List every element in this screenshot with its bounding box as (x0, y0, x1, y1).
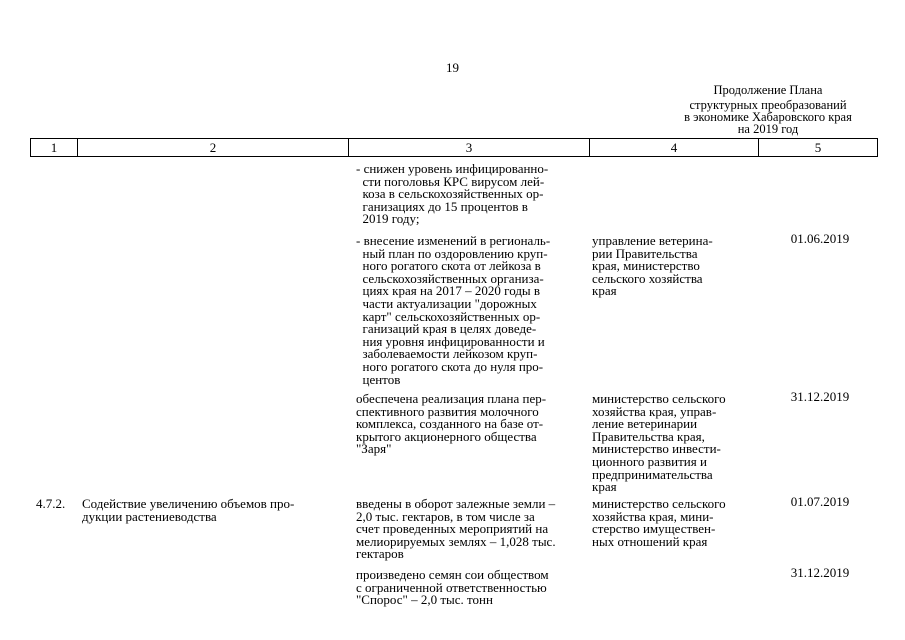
row-5-result: произведено семян сои обществом с ограниченной ответственностью "Спорос" – 2,0 тыс. тонн (356, 567, 549, 608)
row-4-deadline: 01.07.2019 (790, 494, 850, 509)
row-3-deadline: 31.12.2019 (790, 389, 850, 404)
row-4-responsible: министерство сельского хозяйства края, мини- стерство имуществен- ных отношений края (592, 496, 726, 549)
header-col-1: 1 (31, 139, 78, 157)
row-4-result: введены в оборот залежные земли – 2,0 тыс. гектаров, в том числе за счет проведенных мероприятий на мелиорируемых землях – 1,028 тыс. гектаров (356, 496, 556, 562)
row-2-responsible: управление ветерина- рии Правительства края, министерство сельского хозяйства края (592, 233, 713, 299)
continuation-line-2: структурных преобразований (689, 98, 847, 112)
continuation-line-3: в экономике Хабаровского края (684, 110, 852, 124)
row-3-responsible: министерство сельского хозяйства края, управ- ление ветеринарии Правительства края, министерство инвести- ционного развития и предпринимательства края (592, 391, 726, 495)
row-4-number: 4.7.2. (36, 496, 66, 511)
continuation-line-4: на 2019 год (737, 122, 799, 136)
header-col-5: 5 (759, 139, 878, 157)
row-5-deadline: 31.12.2019 (790, 565, 850, 580)
page-number: 19 (446, 60, 459, 75)
column-number-header (30, 138, 878, 157)
continuation-heading (628, 84, 905, 135)
row-3-result: обеспечена реализация плана пер- спективного развития молочного комплекса, созданного на базе от- крытого акционерного общества "Заря" (356, 391, 547, 457)
header-col-3: 3 (349, 139, 590, 157)
row-4-measure: Содействие увеличению объемов про- дукции растениеводства (82, 496, 295, 524)
row-2-result: - внесение изменений в региональ- ный план по оздоровлению круп- ного рогатого скота от лейкоза в сельскохозяйственных организа- циях края на 2017 – 2020 годы в части актуализации "дорожных карт" сельскохозяйственных ор- ганизаций края в целях доведе- ния уровня инфицированности и заболеваемости лейкозом круп- ного рогатого скота до нуля про- центов (356, 233, 551, 387)
header-col-2: 2 (78, 139, 349, 157)
header-col-4: 4 (590, 139, 759, 157)
row-2-deadline: 01.06.2019 (790, 231, 850, 246)
continuation-line-1: Продолжение Плана (713, 83, 823, 97)
row-1-result: - снижен уровень инфицированно- сти поголовья КРС вирусом лей- коза в сельскохозяйственных ор- ганизациях до 15 процентов в 2019 году; (356, 161, 549, 227)
